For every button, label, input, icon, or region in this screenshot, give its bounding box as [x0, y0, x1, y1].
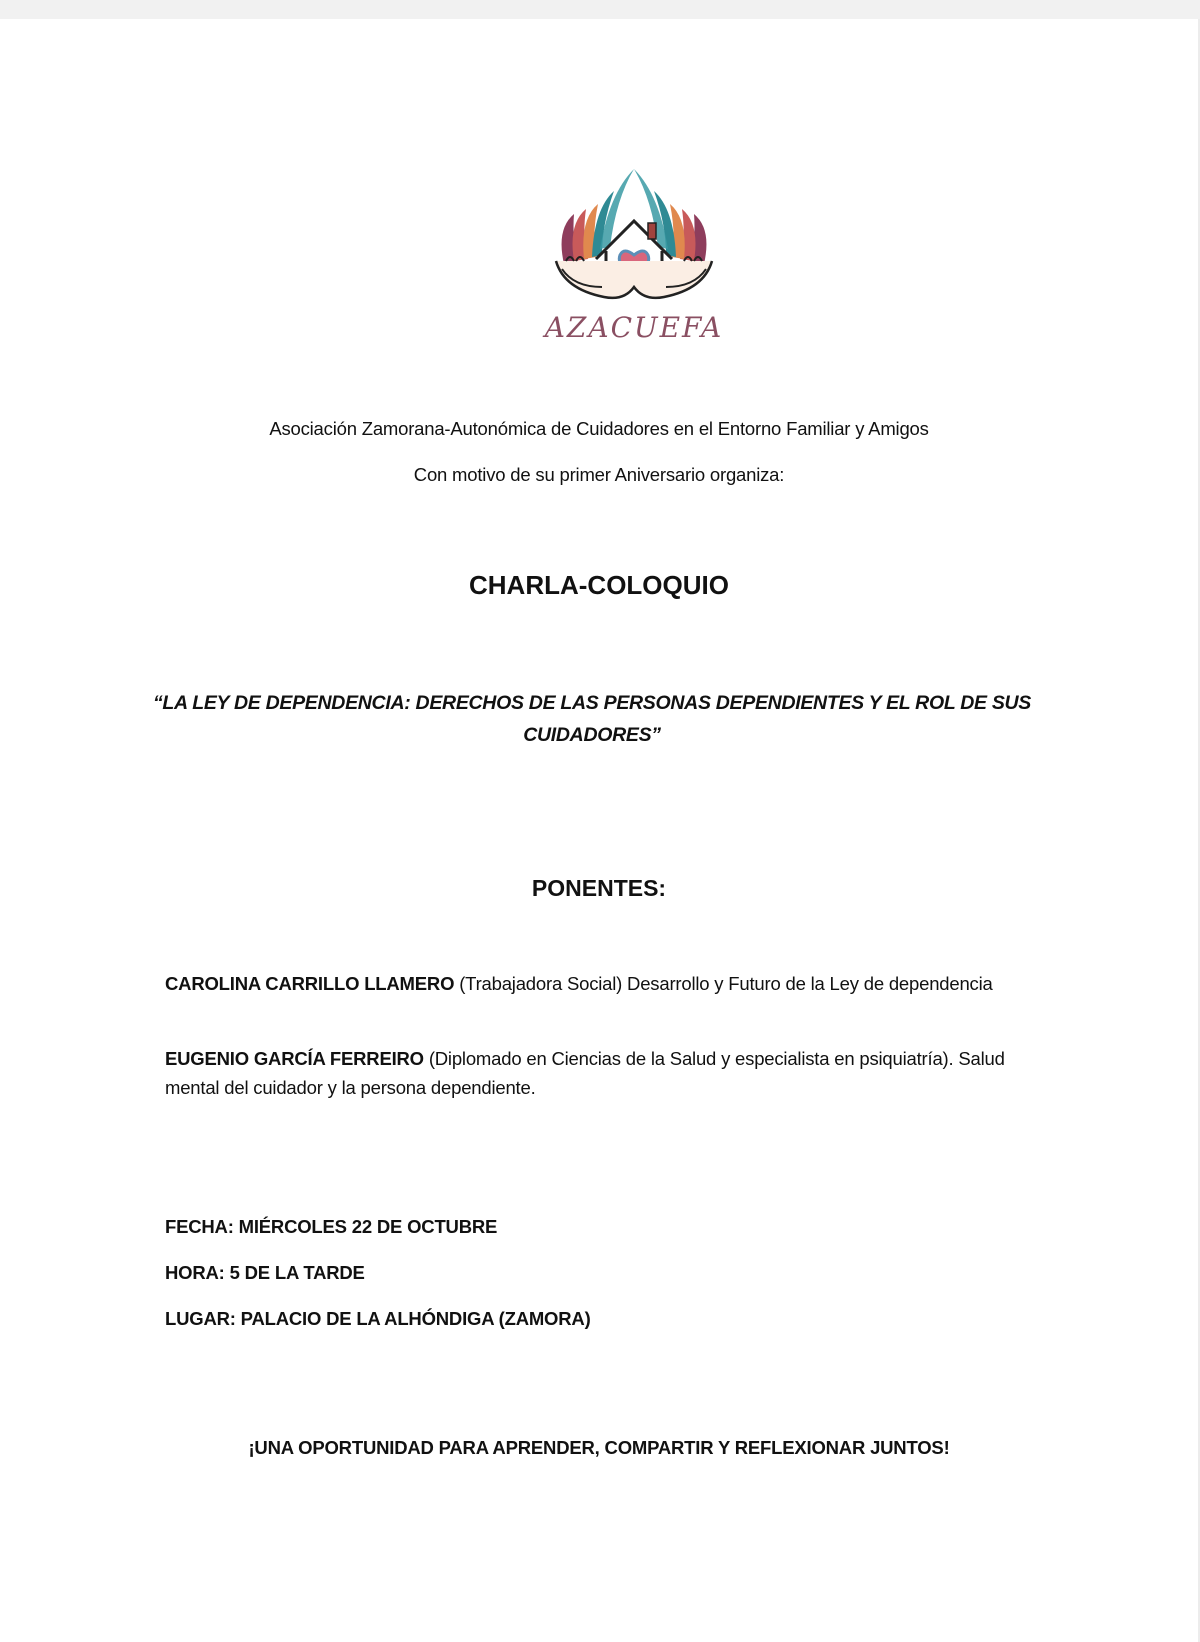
- azacuefa-logo: [534, 169, 734, 369]
- speaker-description: (Diplomado en Ciencias de la Salud y especialista en psiquiatría). Salud mental del cuidador y la persona dependiente.: [165, 1048, 1005, 1098]
- speaker-name: CAROLINA CARRILLO LLAMERO: [165, 973, 455, 994]
- hands-house-heart-icon: [534, 169, 734, 314]
- occasion-line: Con motivo de su primer Aniversario organiza:: [413, 464, 785, 485]
- event-time: HORA: 5 DE LA TARDE: [165, 1262, 365, 1283]
- speaker-entry: [165, 1044, 1025, 1102]
- event-date: FECHA: MIÉRCOLES 22 DE OCTUBRE: [165, 1216, 498, 1237]
- speaker-entry: [165, 969, 1025, 998]
- logo-wordmark: AZACUEFA: [544, 311, 724, 344]
- event-type-heading: CHARLA-COLOQUIO: [469, 570, 729, 600]
- talk-title: “LA LEY DE DEPENDENCIA: DERECHOS DE LAS PERSONAS DEPENDIENTES Y EL ROL DE SUS CUIDADORES”: [152, 692, 1032, 746]
- closing-slogan: ¡UNA OPORTUNIDAD PARA APRENDER, COMPARTIR Y REFLEXIONAR JUNTOS!: [248, 1437, 950, 1458]
- organization-name: Asociación Zamorana-Autonómica de Cuidadores en el Entorno Familiar y Amigos: [269, 418, 929, 439]
- document-page: [0, 19, 1200, 1642]
- speaker-name: EUGENIO GARCÍA FERREIRO: [165, 1048, 424, 1069]
- event-place: LUGAR: PALACIO DE LA ALHÓNDIGA (ZAMORA): [165, 1308, 591, 1329]
- speaker-description: (Trabajadora Social) Desarrollo y Futuro de la Ley de dependencia: [454, 973, 993, 994]
- speakers-heading: PONENTES:: [531, 875, 667, 901]
